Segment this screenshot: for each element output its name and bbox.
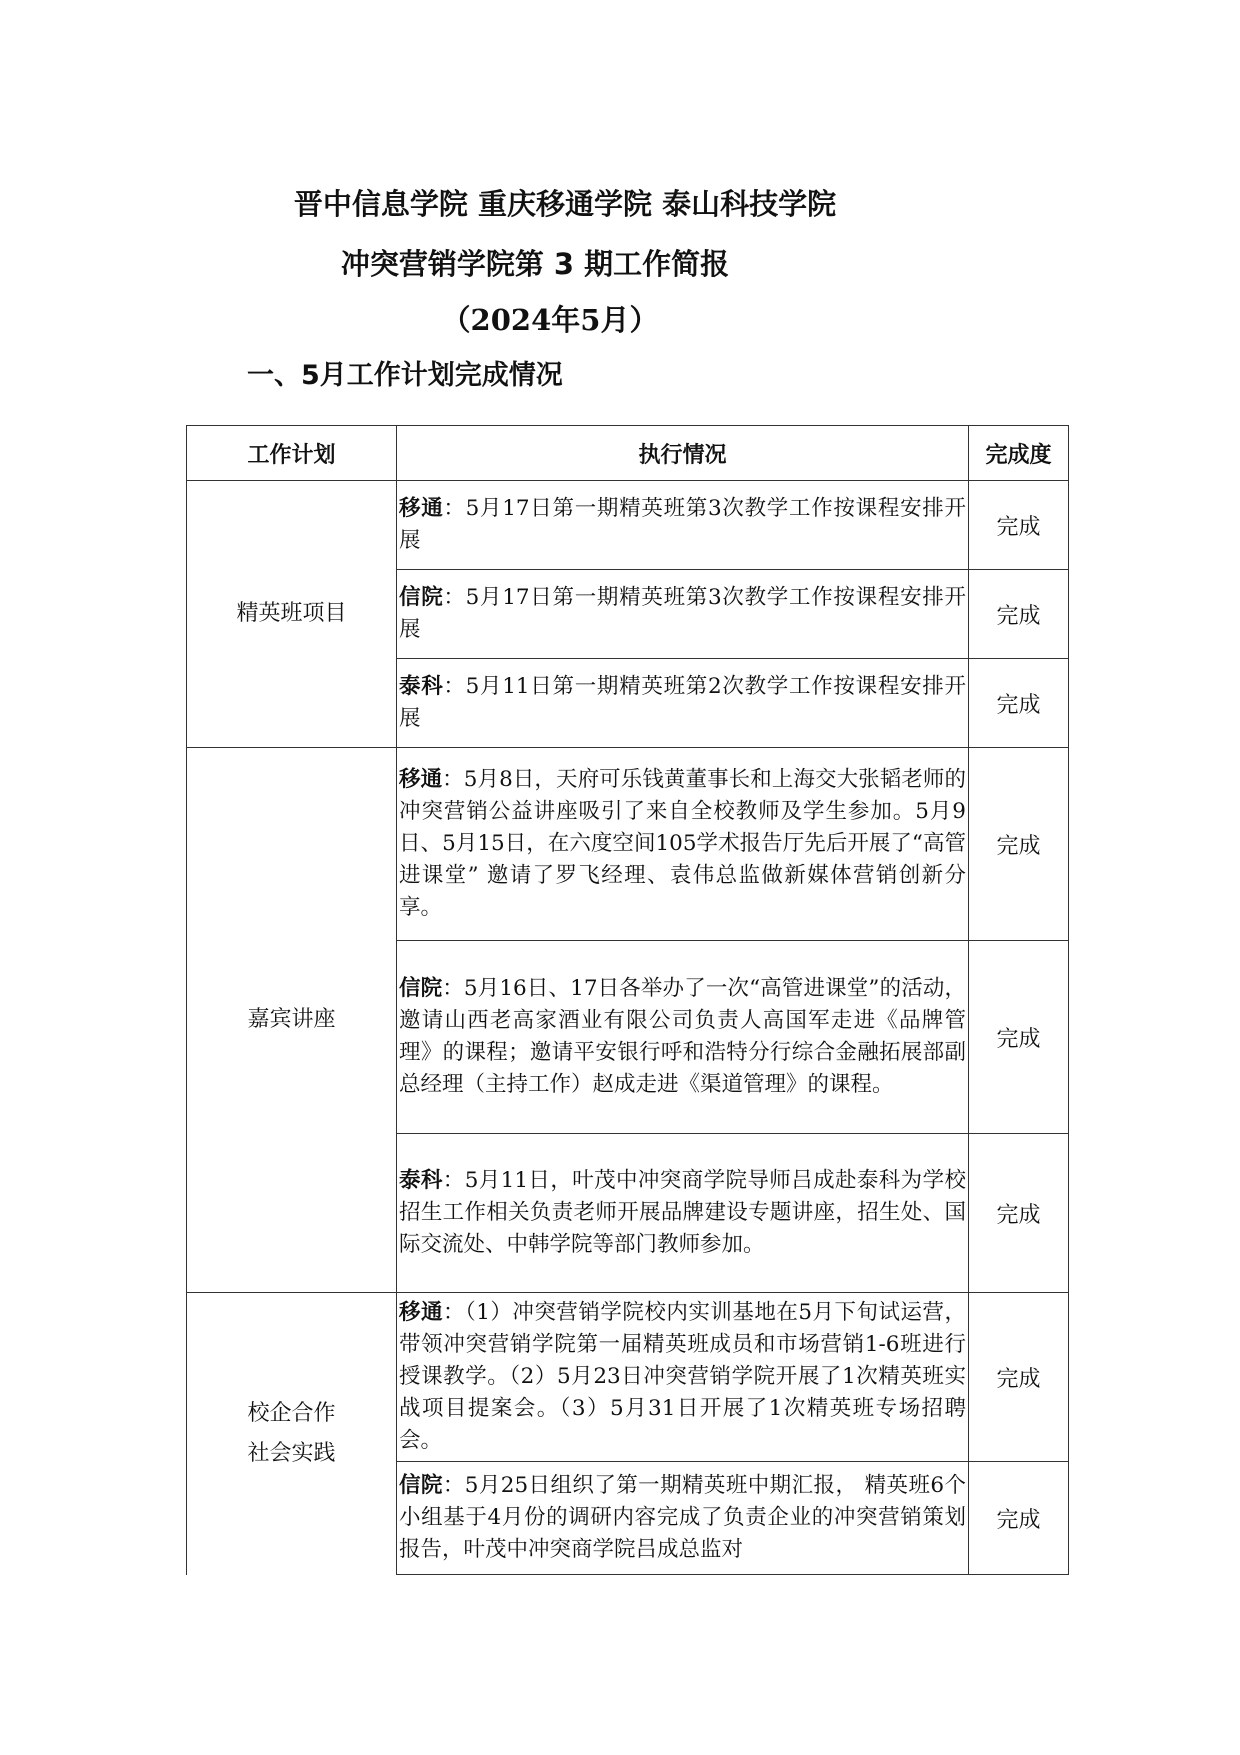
- execution-text: ：5月25日组织了第一期精英班中期汇报， 精英班6个小组基于4月份的调研内容完成了负责企业的冲突营销策划报告，叶茂中冲突商学院吕成总监对: [399, 1473, 966, 1562]
- category-label-line2: 社会实践: [247, 1440, 336, 1466]
- status-cell: 完成: [969, 748, 1069, 941]
- org-label: 移通: [399, 496, 444, 521]
- execution-cell: [397, 659, 969, 748]
- category-cell: [187, 481, 397, 748]
- status-cell: 完成: [969, 941, 1069, 1134]
- status-cell: 完成: [969, 659, 1069, 748]
- org-label: 信院: [399, 1473, 443, 1498]
- execution-text: ：5月16日、17日各举办了一次“高管进课堂”的活动，邀请山西老高家酒业有限公司负责人高国军走进《品牌管理》的课程；邀请平安银行呼和浩特分行综合金融拓展部副总经理（主持工作）赵成走进《渠道管理》的课程。: [399, 976, 966, 1097]
- table-row: [187, 1293, 1069, 1462]
- work-plan-table: [186, 425, 1069, 1575]
- header-completion: 完成度: [969, 426, 1069, 481]
- org-label: 移通: [399, 767, 443, 792]
- org-label: 信院: [399, 976, 443, 1001]
- category-cell: [187, 748, 397, 1293]
- org-label: 信院: [399, 585, 444, 610]
- execution-text: ：5月11日第一期精英班第2次教学工作按课程安排开展: [399, 674, 966, 731]
- execution-cell: [397, 941, 969, 1134]
- execution-text: ：5月8日，天府可乐钱黄董事长和上海交大张韬老师的冲突营销公益讲座吸引了来自全校教师及学生参加。5月9日、5月15日，在六度空间105学术报告厅先后开展了“高管进课堂” 邀请了罗飞经理、袁伟总监做新媒体营销创新分享。: [399, 767, 966, 920]
- status-cell: 完成: [969, 570, 1069, 659]
- org-label: 移通: [399, 1300, 443, 1325]
- category-label-line1: 校企合作: [247, 1400, 336, 1426]
- execution-text: ：5月17日第一期精英班第3次教学工作按课程安排开展: [399, 585, 966, 642]
- status-cell: 完成: [969, 1134, 1069, 1293]
- category-label: 嘉宾讲座: [247, 1007, 336, 1032]
- category-cell: [187, 1293, 397, 1575]
- header-plan: 工作计划: [187, 426, 397, 481]
- table-row: [187, 748, 1069, 941]
- category-label: 精英班项目: [236, 601, 347, 626]
- report-date: （2024年5月）: [441, 303, 659, 337]
- table-row: [187, 481, 1069, 570]
- org-label: 泰科: [399, 674, 444, 699]
- execution-cell: [397, 1134, 969, 1293]
- execution-cell: [397, 481, 969, 570]
- header-execution: 执行情况: [397, 426, 969, 481]
- status-cell: 完成: [969, 1462, 1069, 1575]
- execution-text: ：5月11日，叶茂中冲突商学院导师吕成赴泰科为学校招生工作相关负责老师开展品牌建设专题讲座，招生处、国际交流处、中韩学院等部门教师参加。: [399, 1168, 966, 1257]
- execution-cell: [397, 1462, 969, 1575]
- execution-cell: [397, 570, 969, 659]
- status-cell: 完成: [969, 481, 1069, 570]
- page-title: 晋中信息学院 重庆移通学院 泰山科技学院: [293, 187, 837, 221]
- org-label: 泰科: [399, 1168, 443, 1193]
- execution-text: ：5月17日第一期精英班第3次教学工作按课程安排开展: [399, 496, 966, 553]
- execution-cell: [397, 748, 969, 941]
- page-subtitle: 冲突营销学院第 3 期工作简报: [340, 247, 730, 281]
- status-cell: 完成: [969, 1293, 1069, 1462]
- section-heading: 一、5月工作计划完成情况: [247, 360, 563, 391]
- execution-cell: [397, 1293, 969, 1462]
- execution-text: ：（1）冲突营销学院校内实训基地在5月下旬试运营，带领冲突营销学院第一届精英班成员和市场营销1-6班进行授课教学。（2）5月23日冲突营销学院开展了1次精英班实战项目提案会。（3）5月31日开展了1次精英班专场招聘会。: [399, 1300, 966, 1453]
- table-header-row: [187, 426, 1069, 481]
